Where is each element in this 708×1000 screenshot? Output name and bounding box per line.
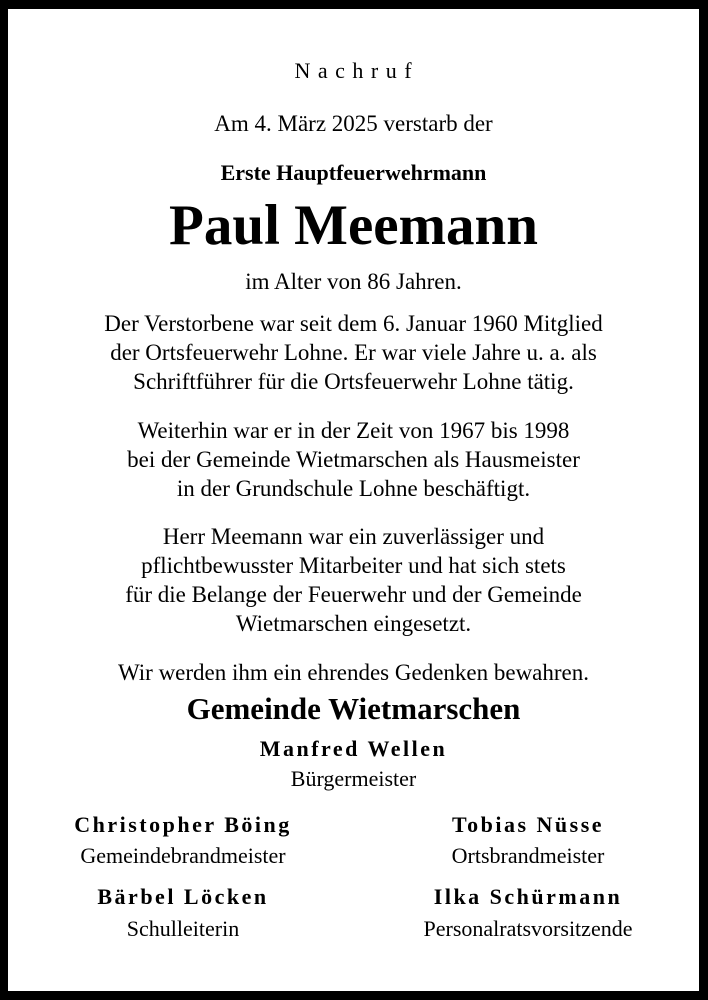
signatory-name: Christopher Böing	[74, 812, 292, 837]
heading: N a c h r u f	[294, 58, 413, 83]
paragraph-line: Schriftführer für die Ortsfeuerwehr Lohne tätig.	[133, 369, 574, 394]
age-line: im Alter von 86 Jahren.	[245, 269, 462, 294]
paragraph-line: pflichtbewusster Mitarbeiter und hat sich stets	[141, 553, 566, 578]
signatory-title: Schulleiterin	[126, 916, 240, 941]
paragraph-line: Herr Meemann war ein zuverlässiger und	[162, 524, 545, 549]
paragraph-line: Weiterhin war er in der Zeit von 1967 bis 1998	[137, 418, 570, 443]
paragraph-line: Wietmarschen eingesetzt.	[235, 611, 472, 636]
intro-line: Am 4. März 2025 verstarb der	[214, 111, 493, 136]
signatory-name: Bärbel Löcken	[97, 884, 269, 909]
paragraph-line: Der Verstorbene war seit dem 6. Januar 1960 Mitglied	[104, 311, 603, 336]
signatory-title: Personalratsvorsitzende	[423, 916, 633, 941]
rank: Erste Hauptfeuerwehrmann	[220, 160, 487, 185]
obituary-notice	[8, 9, 699, 991]
paragraph-line: der Ortsfeuerwehr Lohne. Er war viele Jahre u. a. als	[110, 340, 597, 365]
paragraph-line: in der Grundschule Lohne beschäftigt.	[176, 476, 531, 501]
mayor-title: Bürgermeister	[290, 766, 417, 791]
signatory-name: Tobias Nüsse	[451, 812, 605, 837]
closing-line: Wir werden ihm ein ehrendes Gedenken bewahren.	[117, 660, 590, 685]
signatory-name: Ilka Schürmann	[433, 884, 623, 909]
signatory-title: Gemeindebrandmeister	[80, 843, 286, 868]
organization: Gemeinde Wietmarschen	[186, 691, 521, 726]
signatory-title: Ortsbrandmeister	[451, 843, 605, 868]
paragraph-line: für die Belange der Feuerwehr und der Gemeinde	[125, 582, 582, 607]
paragraph-line: bei der Gemeinde Wietmarschen als Hausmeister	[127, 447, 580, 472]
mayor-name: Manfred Wellen	[259, 736, 448, 761]
deceased-name: Paul Meemann	[169, 194, 538, 257]
